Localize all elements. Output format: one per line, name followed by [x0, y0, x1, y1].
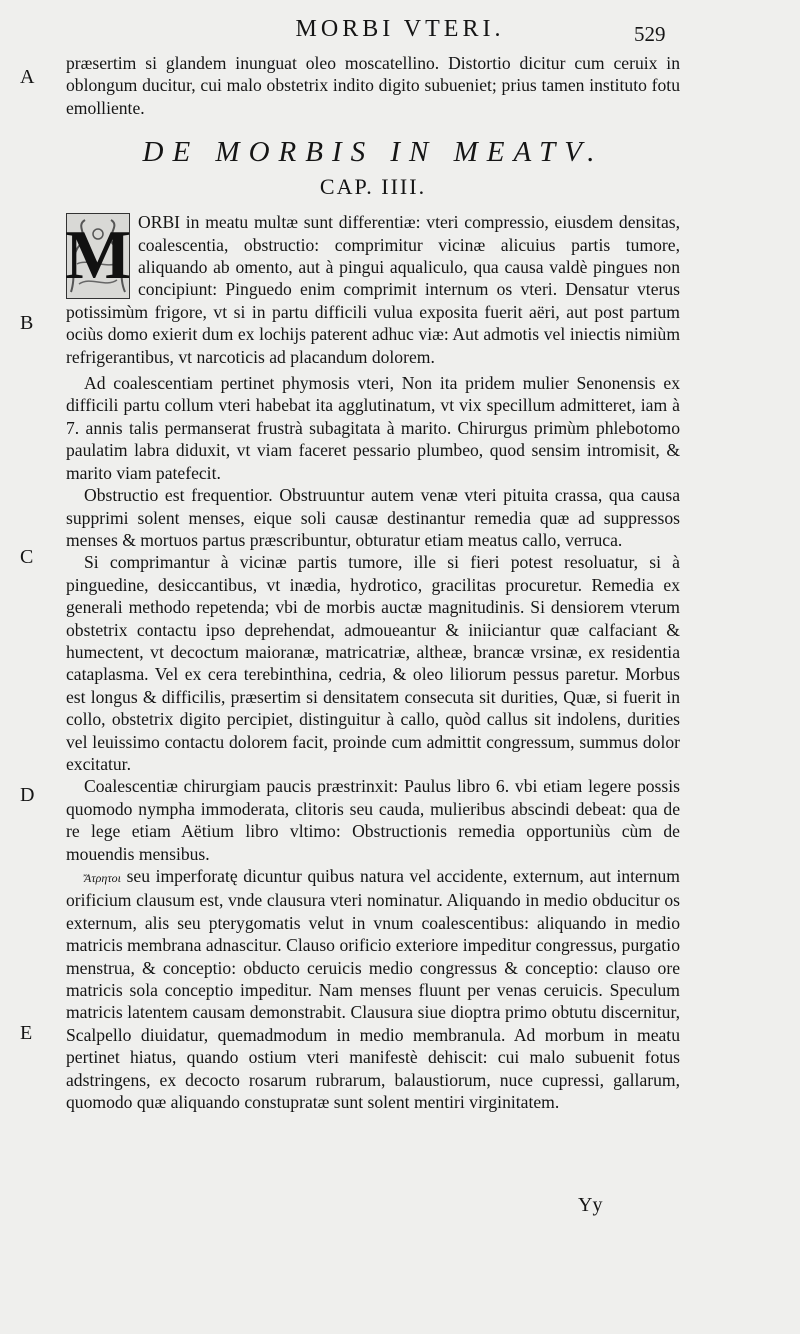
intro-paragraph: præsertim si glandem inunguat oleo moscatellino. Distortio dicitur cum ceruix in oblongum ducitur, cui malo obstetrix indito digito subueniet; prius tamen instituto fotu emolliente.	[66, 53, 680, 118]
text-body	[66, 52, 680, 1113]
paragraph-2: Ad coalescentiam pertinet phymosis vteri, Non ita pridem mulier Senonensis ex difficili partu collum vteri habebat ita agglutinatum, vt vix specillum admitteret, iam à 7. annis talis permanserat frustrà subagitata à marito. Chirurgus primùm phlebotomo paulatim labra diduxit, vt viam faceret pessario plumbeo, quod sensim intromisit, & marito viam patefecit.	[66, 373, 680, 483]
paragraph-6-text: seu imperforatę dicuntur quibus natura vel accidente, externum, aut internum orificium clausum est, vnde clausura vteri nominatur. Aliquando in medio obducitur os externum, alis seu pterygomatis velut in vnum coalescentibus: aliquando in medio matricis membrana adnascitur. Clauso orificio exteriore impeditur congressus, purgatio menstrua, & conceptio: obducto ceruicis medio congressus & conceptio: clauso ore matricis sola conceptio impeditur. Nam menses fluunt per venas ceruicis. Speculum matricis latentem causam demonstrabit. Clausura siue dioptra primo obtutu discernitur, Scalpello diuidatur, quemadmodum in medio membranula. Ad morbum in meatu pertinet hiatus, quando ostium vteri manifestè dehiscit: cui malo subuenit fotus adstringens, ex decocto rosarum rubrarum, balaustiorum, nuce cupressi, gallarum, quomodo quæ aliquando constupratæ sunt solent mentiri virginitatem.	[66, 866, 680, 1113]
signature-mark: Yy	[578, 1194, 603, 1216]
running-head: MORBI VTERI.	[295, 16, 505, 42]
chapter-title: CAP. IIII.	[319, 174, 427, 200]
greek-term: Ἄτρητοι	[84, 871, 121, 885]
page-number: 529	[634, 22, 666, 46]
paragraph-4: Si comprimantur à vicinæ partis tumore, ille si fieri potest resoluatur, si à pinguedine, desiccantibus, vt inædia, hydrotico, gracilitas procuretur. Remedia ex generali methodo repetenda; vbi de morbis auctæ magnitudinis. Si densiorem vterum obstetrix contactu ipso deprehendat, admoueantur & iniiciantur quæ calfaciant & humectent, vt decoctum maioranæ, matricatriæ, altheæ, brancæ vrsinæ, ex residentia cataplasma. Vel ex cera terebinthina, cedria, & oleo liliorum pessus paretur. Morbus est longus & difficilis, præsertim si densitatem consecuta sit durities, Quæ, si fuerit in collo, obstetrix digito percipiet, distinguitur à callo, quòd callus sit indolens, durities vel leuissimo contactu dolorem facit, proinde cum admittit congressum, summus dolor excitatur.	[66, 552, 680, 774]
dropcap-letter: M	[64, 217, 132, 295]
dropcap-ornament	[66, 213, 130, 299]
margin-letter-a: A	[20, 66, 35, 88]
paragraph-1-text: ORBI in meatu multæ sunt differentiæ: vteri compressio, eiusdem densitas, coalescentia, obstructio: comprimitur vicinæ alicuius partis tumore, aliquando ab omento, aut à pingui aqualiculo, qua causa valdè pingues non concipiunt: Pinguedo enim comprimit internum os vteri. Densatur vterus potissimùm frigore, vt si in partu difficili vulua exposita fuerit aëri, aut post partum ociùs domo exierit dum ex lochijs paterent adhuc viæ: Aut admotis vel iniectis nimiùm refrigerantibus, vt narcoticis ad placandum dolorem.	[66, 212, 680, 367]
margin-letter-c: C	[20, 546, 34, 568]
section-title: DE MORBIS IN MEATV.	[142, 136, 604, 169]
margin-letter-e: E	[20, 1022, 33, 1044]
paragraph-5: Coalescentiæ chirurgiam paucis præstrinxit: Paulus libro 6. vbi etiam legere possis quomodo nympha immoderata, clitoris seu cauda, mulieribus abscindi debeat: qua de re lege etiam Aëtium libro vltimo: Obstructionis remedia opportuniùs cùm de mouendis mensibus.	[66, 776, 680, 864]
paragraph-3: Obstructio est frequentior. Obstruuntur autem venæ vteri pituita crassa, qua causa supprimi solent menses, eique soli causæ destinantur remedia quæ ad suppressos menses & mortuos partus præscribuntur, obturatur etiam meatus callo, verruca.	[66, 485, 680, 550]
paragraph-6	[66, 865, 680, 1113]
paragraph-1	[66, 211, 680, 368]
margin-letter-b: B	[20, 312, 34, 334]
margin-letter-d: D	[20, 784, 35, 806]
